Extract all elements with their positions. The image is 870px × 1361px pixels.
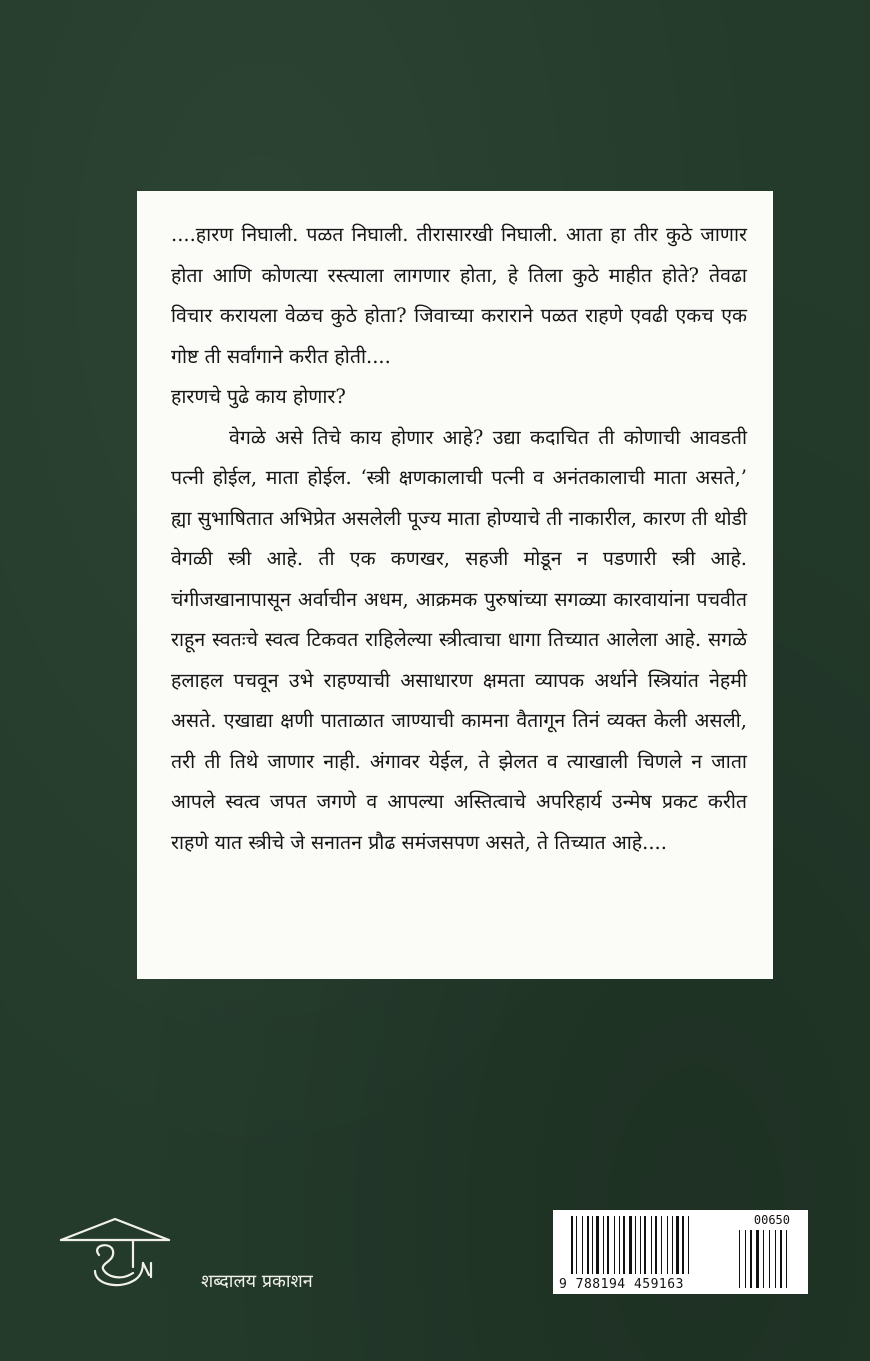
barcode-bar (661, 1216, 662, 1274)
blurb-panel (137, 191, 773, 979)
barcode-bar (596, 1216, 599, 1274)
barcode-bar (682, 1216, 684, 1274)
publisher-imprint (55, 1215, 325, 1295)
barcode-bar (592, 1216, 593, 1274)
addon-bar (750, 1230, 752, 1288)
barcode-bar (619, 1216, 620, 1274)
addon-bar (745, 1230, 746, 1288)
barcode-bar (644, 1216, 646, 1274)
barcode-bar (688, 1216, 689, 1274)
blurb-question: हारणचे पुढे काय होणार? (171, 385, 346, 408)
barcode-bar (655, 1216, 657, 1274)
barcode-bar (623, 1216, 625, 1274)
addon-bar (756, 1230, 759, 1288)
blurb-paragraph-main: वेगळे असे तिचे काय होणार आहे? उद्या कदाचित ती कोणाची आवडती पत्नी होईल, माता होईल. ‘स्त्री क्षणकालाची पत्नी व अनंतकालाची माता असते,’ ह्या सुभाषितात अभिप्रेत असलेली पूज्य माता होण्याचे ती नाकारील, कारण ती थोडी वेगळी स्त्री आहे. ती एक कणखर, सहजी मोडून न पडणारी स्त्री आहे. चंगीजखानापासून अर्वाचीन अधम, आक्रमक पुरुषांच्या सगळ्या कारवायांना पचवीत राहून स्वतःचे स्वत्व टिकवत राहिलेल्या स्त्रीत्वाचा धागा तिच्यात आलेला आहे. सगळे हलाहल पचवून उभे राहण्याची असाधारण क्षमता व्यापक अर्थाने स्त्रियांत नेहमी असते. एखाद्या क्षणी पाताळात जाण्याची कामना वैतागून तिनं व्यक्त केली असली, तरी ती तिथे जाणार नाही. अंगावर येईल, ते झेलत व त्याखाली चिणले न जाता आपले स्वत्व जपत जगणे व आपल्या अस्तित्वाचे अपरिहार्य उन्मेष प्रकट करीत राहणे यात स्त्रीचे जे सनातन प्रौढ समंजसपण असते, ते तिच्यात आहे.... (171, 425, 747, 854)
blurb-paragraph-intro: ....हारण निघाली. पळत निघाली. तीरासारखी निघाली. आता हा तीर कुठे जाणार होता आणि कोणत्या रस्त्याला लागणार होता, हे तिला कुठे माहीत होते? तेवढा विचार करायला वेळच कुठे होता? जिवाच्या कराराने पळत राहणे एवढी एकच एक गोष्ट ती सर्वांगाने करीत होती.... (171, 223, 747, 368)
addon-bar (769, 1230, 770, 1288)
barcode-bar (640, 1216, 641, 1274)
barcode-bar (582, 1216, 583, 1274)
barcode-bar (676, 1216, 679, 1274)
addon-bar (775, 1230, 776, 1288)
barcode-bar (667, 1216, 668, 1274)
barcode-bar (651, 1216, 652, 1274)
barcode-bar (603, 1216, 604, 1274)
barcode-bar (587, 1216, 589, 1274)
isbn-barcode (553, 1210, 808, 1294)
addon-bar (786, 1230, 787, 1288)
barcode-bar (607, 1216, 609, 1274)
addon-bar (780, 1230, 782, 1288)
publisher-name: शब्दालय प्रकाशन (201, 1271, 313, 1292)
addon-bar (739, 1230, 740, 1288)
barcode-bar (629, 1216, 632, 1274)
barcode-bar (672, 1216, 673, 1274)
addon-bar (763, 1230, 764, 1288)
barcode-bar (635, 1216, 636, 1274)
price-code: 00650 (753, 1213, 790, 1227)
barcode-bar (614, 1216, 615, 1274)
barcode-bar (576, 1216, 577, 1274)
isbn-digits: 9 788194 459163 (559, 1277, 684, 1292)
house-logo-icon (55, 1215, 195, 1295)
barcode-bar (571, 1216, 573, 1274)
